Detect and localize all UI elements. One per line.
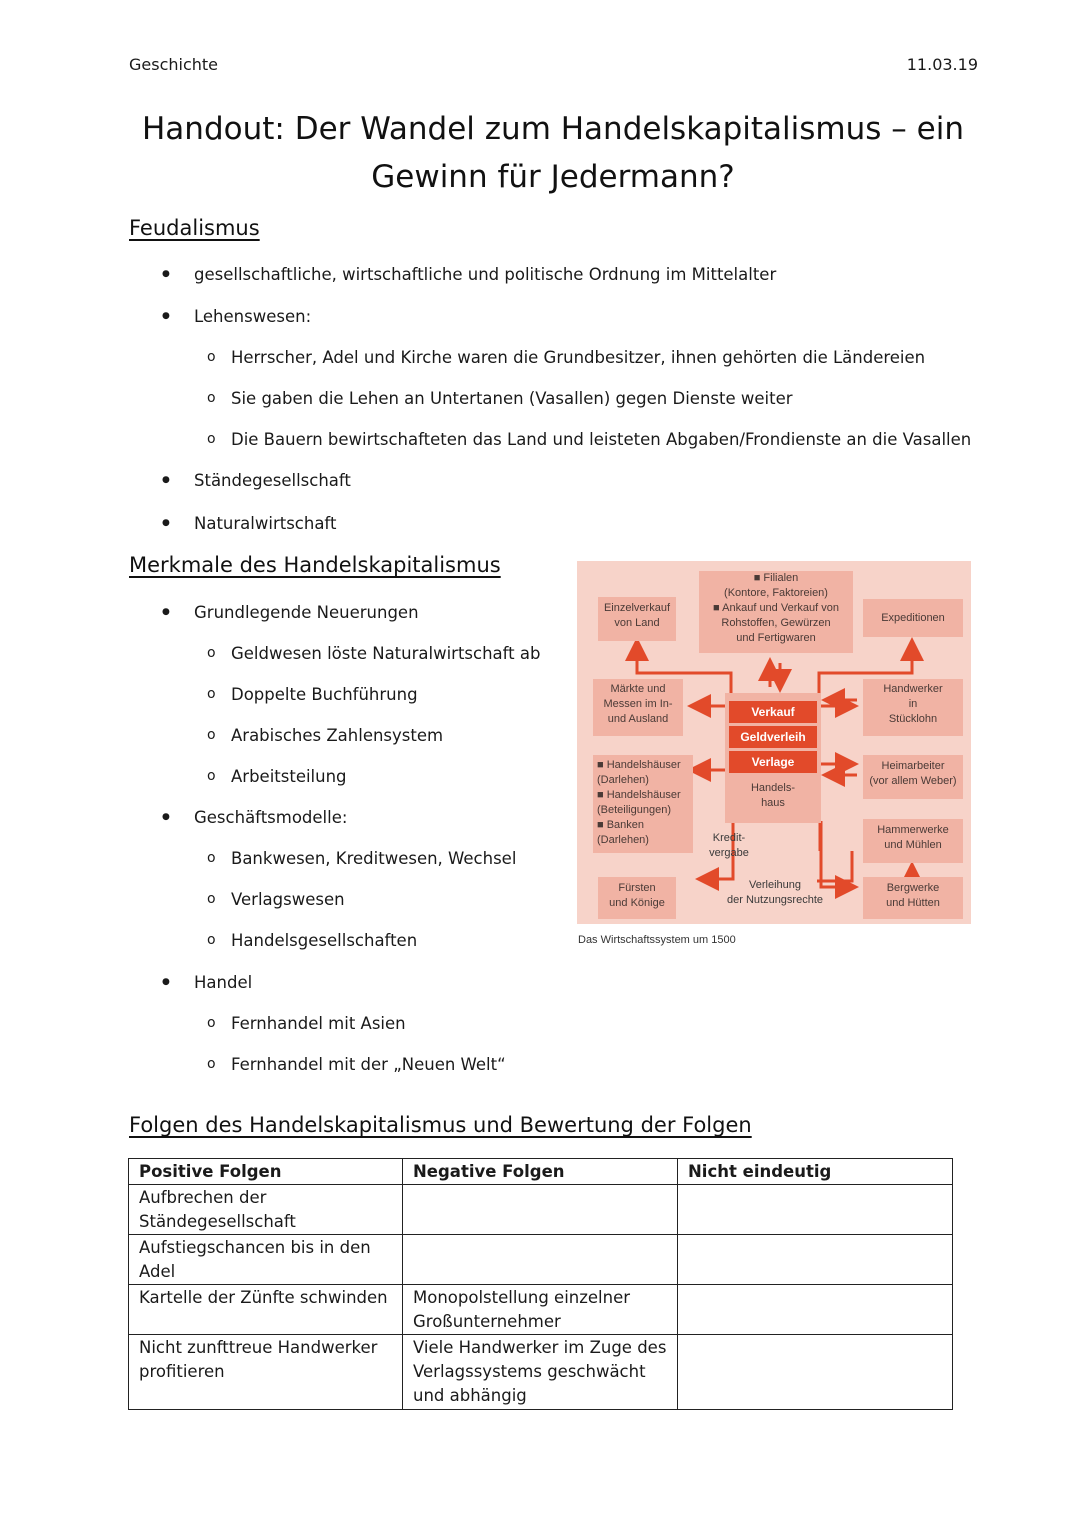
verleihung-label: Verleihung der Nutzungsrechte xyxy=(727,879,823,906)
folgen-table xyxy=(128,1158,953,1410)
kredit-label: Kredit- vergabe xyxy=(709,832,749,859)
box-fuersten: Fürsten und Könige xyxy=(598,877,676,919)
table-cell: Aufstiegschancen bis in den Adel xyxy=(129,1235,403,1285)
table-row xyxy=(129,1285,953,1335)
page-title xyxy=(120,105,986,201)
column-header-negative: Negative Folgen xyxy=(403,1159,678,1185)
geldverleih-label: Geldverleih xyxy=(729,726,817,748)
table-cell xyxy=(678,1285,953,1335)
box-hammerwerke: Hammerwerke und Mühlen xyxy=(863,819,963,863)
title-line-2: Gewinn für Jedermann? xyxy=(371,159,735,195)
box-handelshaeuser: ■ Handelshäuser (Darlehen) ■ Handelshäuser (Beteiligungen) ■ Banken (Darlehen) xyxy=(593,755,693,853)
table-cell: Viele Handwerker im Zuge des Verlagssystems geschwächt und abhängig xyxy=(403,1335,678,1410)
column-header-positive: Positive Folgen xyxy=(129,1159,403,1185)
section-heading-folgen: Folgen des Handelskapitalismus und Bewertung der Folgen xyxy=(129,1113,752,1137)
box-bergwerke: Bergwerke und Hütten xyxy=(863,877,963,919)
table-row xyxy=(129,1235,953,1285)
section-heading-feudalismus: Feudalismus xyxy=(129,216,260,240)
verkauf-label: Verkauf xyxy=(729,701,817,723)
box-heimarbeiter: Heimarbeiter (vor allem Weber) xyxy=(863,755,963,799)
table-cell xyxy=(403,1235,678,1285)
table-cell: Nicht zunfttreue Handwerker profitieren xyxy=(129,1335,403,1410)
box-einzelverkauf: Einzelverkauf von Land xyxy=(598,597,676,641)
table-cell xyxy=(678,1185,953,1235)
box-filialen: ■ Filialen (Kontore, Faktoreien) ■ Ankauf und Verkauf von Rohstoffen, Gewürzen und Fertigwaren xyxy=(699,571,853,653)
table-row xyxy=(129,1185,953,1235)
section-heading-merkmale: Merkmale des Handelskapitalismus xyxy=(129,553,501,577)
table-cell xyxy=(678,1235,953,1285)
box-maerkte: Märkte und Messen im In- und Ausland xyxy=(593,679,683,736)
table-cell xyxy=(678,1335,953,1410)
column-header-unclear: Nicht eindeutig xyxy=(678,1159,953,1185)
table-cell: Aufbrechen der Ständegesellschaft xyxy=(129,1185,403,1235)
subject-label: Geschichte xyxy=(129,55,219,74)
table-cell: Monopolstellung einzelner Großunternehmer xyxy=(403,1285,678,1335)
box-expeditionen: Expeditionen xyxy=(863,599,963,637)
economic-system-diagram xyxy=(577,561,971,924)
table-header-row xyxy=(129,1159,953,1185)
title-line-1: Handout: Der Wandel zum Handelskapitalismus – ein xyxy=(142,111,964,147)
box-handwerker: Handwerker in Stücklohn xyxy=(863,679,963,736)
table-cell xyxy=(403,1185,678,1235)
table-cell: Kartelle der Zünfte schwinden xyxy=(129,1285,403,1335)
table-row xyxy=(129,1335,953,1410)
verlage-label: Verlage xyxy=(729,751,817,773)
box-handelshaus: Handels- haus xyxy=(725,693,821,823)
diagram-caption: Das Wirtschaftssystem um 1500 xyxy=(578,934,736,946)
date-label: 11.03.19 xyxy=(906,55,978,74)
